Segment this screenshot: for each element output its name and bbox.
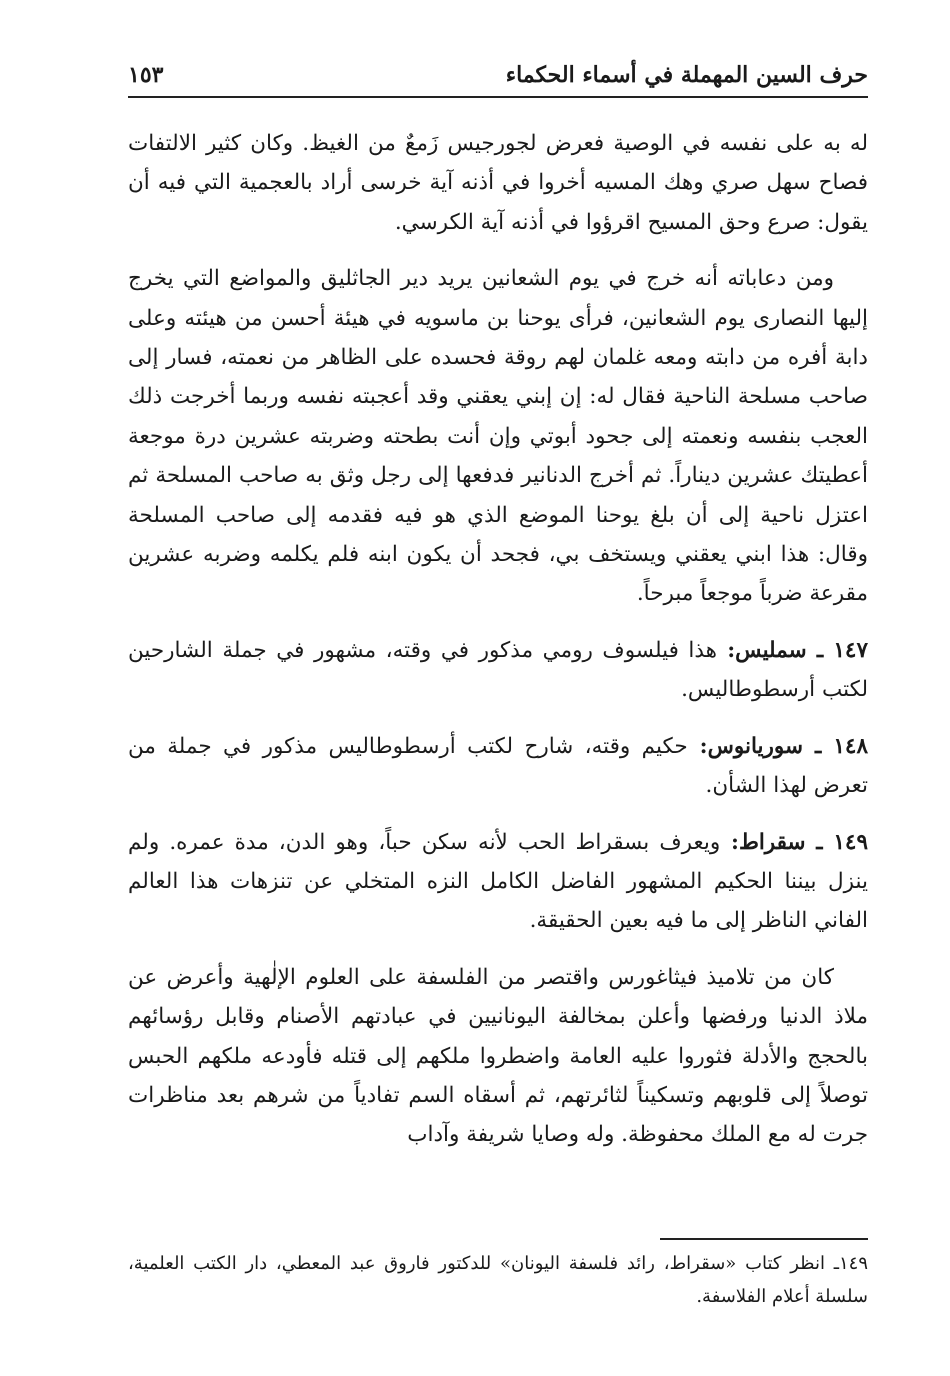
page-number: ١٥٣ <box>128 62 164 88</box>
entry-name: سمليس <box>735 637 807 663</box>
entry-149: ١٤٩ ـ سقراط: ويعرف بسقراط الحب لأنه سكن حباً، وهو الدن، مدة عمره. ولم ينزل بيننا الحكيم المشهور الفاضل الكامل النزه المتخلي عن تنزهات هذا العالم الفاني الناظر إلى ما فيه بعين الحقيقة. <box>128 829 868 934</box>
page-header <box>128 58 868 98</box>
footnote: ١٤٩ـ انظر كتاب «سقراط، رائد فلسفة اليونان» للدكتور فاروق عبد المعطي، دار الكتب العلمية، سلسلة أعلام الفلاسفة. <box>128 1253 868 1307</box>
entry-number: ١٤٧ <box>833 637 868 663</box>
entry-text: هذا فيلسوف رومي مذكور في وقته، مشهور في جملة الشارحين لكتب أرسطوطاليس. <box>128 637 868 703</box>
entry-name: سقراط <box>738 829 806 855</box>
main-text <box>128 124 868 1172</box>
entry-name: سوريانوس <box>707 733 803 759</box>
entry-148: ١٤٨ ـ سوريانوس: حكيم وقته، شارح لكتب أرسطوطاليس مذكور في جملة من تعرض لهذا الشأن. <box>128 733 868 799</box>
entry-text: ويعرف بسقراط الحب لأنه سكن حباً، وهو الدن، مدة عمره. ولم ينزل بيننا الحكيم المشهور الفاضل الكامل النزه المتخلي عن تنزهات هذا العالم الفاني الناظر إلى ما فيه بعين الحقيقة. <box>128 829 868 934</box>
paragraph-anecdote: ومن دعاباته أنه خرج في يوم الشعانين يريد دير الجاثليق والمواضع التي يخرج إليها النصارى يوم الشعانين، فرأى يوحنا بن ماسويه في هيئة أحسن من هيئته وعلى دابة أفره من دابته ومعه غلمان لهم روقة فحسده على الظاهر من نعمته، فسار إلى صاحب مسلحة الناحية فقال له: إن إبني يعقني وقد أعجبته نفسه وربما أخرجت ذلك العجب بنفسه ونعمته إلى جحود أبوتي وإن أنت بطحته وضربته عشرين درة موجعة أعطيتك عشرين ديناراً. ثم أخرج الدنانير فدفعها إلى رجل وثق به صاحب المسلحة ثم اعتزل ناحية إلى أن بلغ يوحنا الموضع الذي هو فيه فقدمه إلى صاحب المسلحة وقال: هذا ابني يعقني ويستخف بي، فجحد أن يكون ابنه فلم يكلمه وضربه عشرين مقرعة ضرباً موجعاً مبرحاً. <box>128 266 868 607</box>
paragraph-socrates: كان من تلاميذ فيثاغورس واقتصر من الفلسفة على العلوم الإلٰهية وأعرض عن ملاذ الدنيا ورفضها وأعلن بمخالفة اليونانيين في عبادتهم الأصنام وقابل رؤسائهم بالحجج والأدلة فثوروا عليه العامة واضطروا ملكهم إلى قتله فأودعه ملكهم الحبس توصلاً إلى قلوبهم وتسكيناً لثائرتهم، ثم أسقاه السم تفادياً من شرهم بعد مناظرات جرت له مع الملك محفوظة. وله وصايا شريفة وآداب <box>128 964 868 1148</box>
footnote-divider <box>660 1238 868 1240</box>
paragraph-continuation: له به على نفسه في الوصية فعرض لجورجيس زَمعٌ من الغيظ. وكان كثير الالتفات فصاح سهل صري وهك المسيه أخروا في أذنه آية خرسى أراد بالعجمية التي فيه أن يقول: صرع وحق المسيح اقرؤوا في أذنه آية الكرسي. <box>128 131 868 235</box>
entry-number: ١٤٨ <box>833 733 868 759</box>
running-title: حرف السين المهملة في أسماء الحكماء <box>505 62 868 88</box>
entry-text: حكيم وقته، شارح لكتب أرسطوطاليس مذكور في جملة من تعرض لهذا الشأن. <box>128 733 868 799</box>
entry-147: ١٤٧ ـ سمليس: هذا فيلسوف رومي مذكور في وقته، مشهور في جملة الشارحين لكتب أرسطوطاليس. <box>128 637 868 703</box>
entry-number: ١٤٩ <box>833 829 868 855</box>
